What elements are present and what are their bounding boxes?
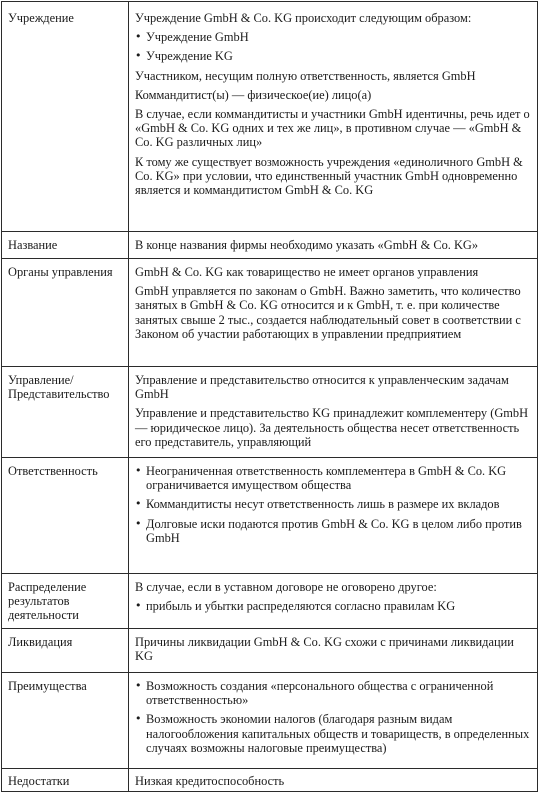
column-divider	[128, 769, 129, 792]
bullet-item: • Учреждение KG	[135, 49, 533, 63]
row-content	[135, 238, 533, 257]
paragraph: Коммандитист(ы) — физическое(ие) лицо(а)	[135, 87, 372, 102]
row-content	[135, 774, 533, 793]
table-row	[2, 231, 537, 259]
paragraph: Низкая кредитоспособность	[135, 774, 285, 788]
column-divider	[128, 367, 129, 458]
column-divider	[128, 259, 129, 367]
bullet-item: • Возможность экономии налогов (благодаря разным видам налогообложения капитальных обществ и товариществ, в определенных случаях возможны налоговые преимущества)	[135, 712, 533, 755]
bullet-item: • Учреждение GmbH	[135, 30, 533, 44]
row-header: Органы управления	[8, 265, 113, 279]
row-header: Учреждение	[8, 11, 74, 25]
row-content	[135, 11, 533, 202]
row-header: Ответственность	[8, 464, 98, 478]
row-content	[135, 580, 533, 618]
row-content	[135, 464, 533, 550]
table-row	[2, 628, 537, 673]
column-divider	[128, 458, 129, 574]
table-row	[2, 258, 537, 367]
comparison-table	[1, 1, 538, 792]
row-content	[135, 373, 533, 454]
row-header: Название	[8, 238, 58, 252]
table-row	[2, 366, 537, 458]
paragraph: Управление и представительство KG принадлежит комплементеру (GmbH — юридическое лицо). За деятельность общества несет ответственность его представитель, управляющий	[135, 406, 529, 449]
row-content	[135, 635, 533, 668]
paragraph: Причины ликвидации GmbH & Co. KG схожи с причинами ликвидации KG	[135, 635, 514, 664]
row-header: Ликвидация	[8, 635, 73, 649]
row-content	[135, 679, 533, 760]
column-divider	[128, 232, 129, 259]
table-row	[2, 457, 537, 574]
paragraph: В случае, если в уставном договоре не оговорено другое:	[135, 580, 437, 594]
row-header: Управление/ Представительство	[8, 373, 110, 402]
table-row	[2, 2, 537, 231]
paragraph: К тому же существует возможность учреждения «единоличного GmbH & Co. KG» при условии, что единственный участник GmbH одновременно является и коммандитистом GmbH & Co. KG	[135, 154, 523, 198]
paragraph: Участником, несущим полную ответственность, является GmbH	[135, 68, 476, 83]
row-content	[135, 265, 533, 346]
paragraph: В случае, если коммандитисты и участники GmbH идентичны, речь идет о «GmbH & Co. KG одних и тех же лиц», в противном случае — «GmbH & Co. KG различных лиц»	[135, 107, 530, 150]
paragraph: GmbH управляется по законам о GmbH. Важно заметить, что количество занятых в GmbH & Co. KG относится и к GmbH, т. е. при количестве занятых свыше 2 тыс., создается наблюдательный совет в соответствии с Законом об участии работающих в управлении предприятием	[135, 284, 521, 341]
row-header: Недостатки	[8, 774, 70, 788]
bullet-item: • Возможность создания «персонального общества с ограниченной ответственностью»	[135, 679, 533, 707]
table-row	[2, 768, 537, 792]
table-row	[2, 672, 537, 769]
column-divider	[128, 2, 129, 231]
bullet-item: • Долговые иски подаются против GmbH & Co. KG в целом либо против GmbH	[135, 517, 533, 545]
bullet-item: • Коммандитисты несут ответственность лишь в размере их вкладов	[135, 497, 533, 511]
column-divider	[128, 574, 129, 629]
paragraph: Управление и представительство относится к управленческим задачам GmbH	[135, 373, 509, 402]
bullet-item: • прибыль и убытки распределяются согласно правилам KG	[135, 599, 533, 613]
paragraph: Учреждение GmbH & Co. KG происходит следующим образом:	[135, 11, 472, 25]
paragraph: GmbH & Co. KG как товарищество не имеет органов управления	[135, 265, 479, 279]
bullet-item: • Неограниченная ответственность комплементера в GmbH & Co. KG ограничивается имуществом общества	[135, 464, 533, 492]
row-header: Распределение результатов деятельности	[8, 580, 87, 623]
column-divider	[128, 629, 129, 673]
table-row	[2, 573, 537, 629]
paragraph: В конце названия фирмы необходимо указать «GmbH & Co. KG»	[135, 238, 479, 252]
column-divider	[128, 673, 129, 769]
row-header: Преимущества	[8, 679, 87, 693]
